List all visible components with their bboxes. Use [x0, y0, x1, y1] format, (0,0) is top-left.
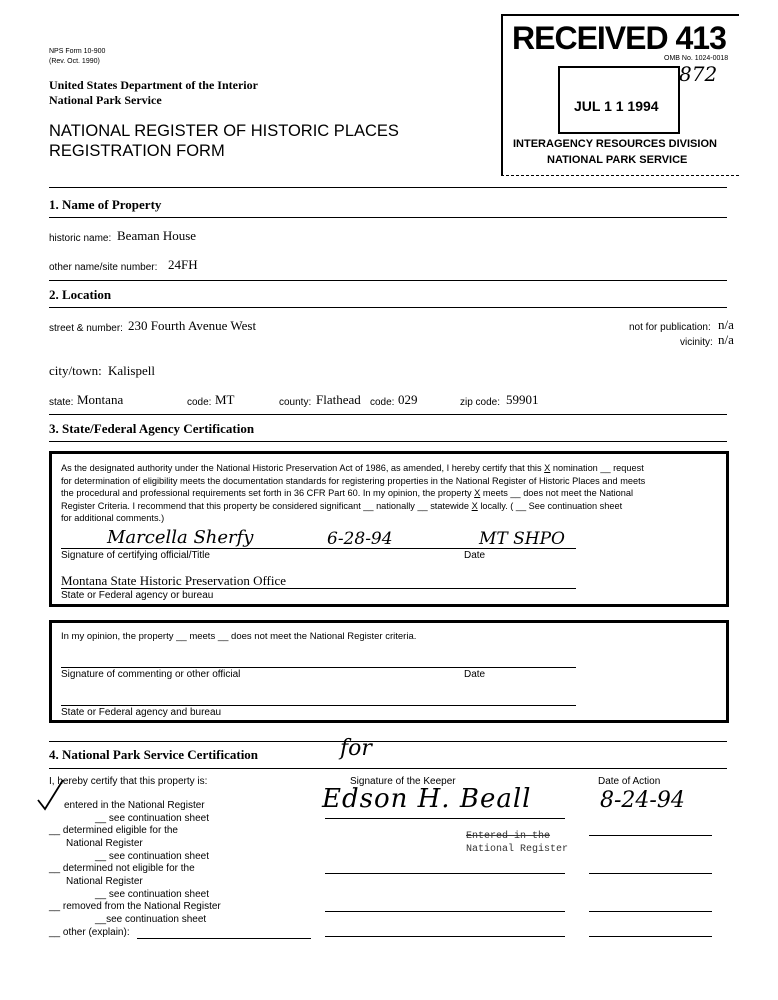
other-explain-line	[137, 938, 311, 939]
option-removed: __ removed from the National Register	[49, 901, 221, 912]
agency-label: State or Federal agency or bureau	[61, 590, 214, 601]
agency-line	[61, 705, 576, 706]
section2-title: 2. Location	[49, 287, 112, 302]
cert-line3-a: the procedural and professional requirements set forth in 36 CFR Part 60. In my opinion, the property	[61, 488, 472, 498]
certification-statement	[61, 462, 721, 525]
not-for-publication-value: n/a	[718, 317, 734, 332]
option-not-eligible: __ determined not eligible for the	[49, 863, 195, 874]
historic-name-label: historic name:	[49, 233, 112, 244]
keeper-label: Signature of the Keeper	[350, 776, 456, 787]
checkmark-icon	[36, 778, 66, 812]
cert-mark-locally: X	[471, 500, 478, 511]
option-entered: entered in the National Register	[64, 800, 205, 811]
date-label: Date	[464, 550, 486, 561]
keeper-line	[325, 936, 565, 937]
section3-title: 3. State/Federal Agency Certification	[49, 421, 255, 436]
action-line	[589, 873, 712, 874]
keeper-line	[325, 873, 565, 874]
opinion-statement: In my opinion, the property __ meets __ does not meet the National Register criteria.	[61, 631, 417, 642]
option-not-eligible-line2: National Register	[66, 876, 143, 887]
form-revision: (Rev. Oct. 1990)	[49, 58, 100, 65]
cert-line4-b: locally. ( __ See continuation sheet	[480, 500, 623, 511]
signature-label: Signature of certifying official/Title	[61, 550, 210, 561]
action-line	[589, 835, 712, 836]
date-of-action-label: Date of Action	[598, 776, 661, 787]
cert-mark-nomination: X	[544, 463, 551, 473]
state-value: Montana	[77, 392, 124, 407]
commenting-date-label: Date	[464, 669, 486, 680]
divider	[49, 741, 727, 742]
street-value: 230 Fourth Avenue West	[128, 318, 257, 333]
certifying-signature: Marcella Sherfy	[107, 527, 254, 548]
divider	[49, 441, 727, 442]
keeper-signature: Edson H. Beall	[322, 784, 532, 814]
historic-name-value: Beaman House	[117, 228, 197, 243]
zip-value: 59901	[506, 392, 539, 407]
cert-line1-b: nomination __ request	[552, 463, 644, 473]
county-code-value: 029	[398, 392, 418, 407]
cert-line2: for determination of eligibility meets the documentation standards for registering properties in the National Register of Historic Places and meets	[61, 475, 646, 486]
divider	[49, 187, 727, 188]
other-name-label: other name/site number:	[49, 262, 158, 273]
signature-line	[61, 667, 576, 668]
divider	[49, 307, 727, 308]
form-title-line2: REGISTRATION FORM	[49, 142, 225, 160]
state-label: state:	[49, 397, 74, 408]
stamp-nps: NATIONAL PARK SERVICE	[547, 154, 688, 166]
zip-label: zip code:	[460, 397, 501, 408]
city-label: city/town:	[49, 363, 102, 378]
stamp-date-box	[558, 66, 680, 134]
certifying-title: MT SHPO	[479, 529, 565, 549]
county-value: Flathead	[316, 392, 361, 407]
stamp-date: JUL 1 1 1994	[574, 98, 659, 114]
commenting-signature-label: Signature of commenting or other official	[61, 669, 241, 680]
for-handwritten: for	[340, 736, 372, 761]
agency-line	[61, 588, 576, 589]
cert-mark-meets: X	[474, 488, 481, 498]
agency-line: National Park Service	[49, 93, 162, 107]
signature-line	[61, 548, 576, 549]
handwritten-number: 872	[679, 62, 718, 86]
comment-box	[49, 620, 729, 723]
option-other: __ other (explain):	[49, 927, 130, 938]
entered-stamp-line2: National Register	[466, 844, 569, 855]
vicinity-label: vicinity:	[680, 337, 713, 348]
state-code-label: code:	[187, 397, 212, 408]
department-line: United States Department of the Interior	[49, 78, 258, 92]
cert-line5: for additional comments.)	[61, 513, 165, 523]
form-number: NPS Form 10-900	[49, 48, 106, 55]
cert-line1-a: As the designated authority under the National Historic Preservation Act of 1986, as amended, I hereby certify that this	[61, 463, 542, 473]
form-title-line1: NATIONAL REGISTER OF HISTORIC PLACES	[49, 122, 399, 140]
entered-stamp-line1: Entered in the	[466, 831, 551, 842]
divider	[49, 280, 727, 281]
option-eligible: __ determined eligible for the	[49, 825, 178, 836]
received-stamp	[501, 14, 739, 176]
received-text: RECEIVED 413	[512, 20, 726, 56]
vicinity-value: n/a	[718, 332, 734, 347]
divider	[49, 768, 727, 769]
cert-line4-a: Register Criteria. I recommend that this property be considered significant __ nationally __ statewide	[61, 500, 470, 511]
option-not-eligible-continuation: __ see continuation sheet	[95, 889, 209, 900]
keeper-line	[325, 818, 565, 819]
city-value: Kalispell	[108, 363, 155, 378]
state-code-value: MT	[215, 392, 235, 407]
divider	[49, 414, 727, 415]
section4-title: 4. National Park Service Certification	[49, 747, 259, 762]
stamp-division: INTERAGENCY RESOURCES DIVISION	[513, 138, 717, 150]
option-eligible-continuation: __ see continuation sheet	[95, 851, 209, 862]
county-label: county:	[279, 397, 312, 408]
keeper-line	[325, 911, 565, 912]
divider	[49, 217, 727, 218]
certifying-date: 6-28-94	[327, 529, 393, 549]
option-entered-continuation: __ see continuation sheet	[95, 813, 209, 824]
action-line	[589, 936, 712, 937]
option-eligible-line2: National Register	[66, 838, 143, 849]
action-line	[589, 911, 712, 912]
section1-title: 1. Name of Property	[49, 197, 162, 212]
date-of-action-value: 8-24-94	[600, 788, 685, 813]
commenting-agency-label: State or Federal agency and bureau	[61, 707, 222, 718]
other-name-value: 24FH	[168, 257, 198, 272]
cert-line3-b: meets __ does not meet the National	[482, 488, 634, 498]
agency-value: Montana State Historic Preservation Office	[61, 573, 287, 588]
omb-number: OMB No. 1024-0018	[664, 55, 729, 62]
certify-statement: I, hereby certify that this property is:	[49, 776, 208, 787]
street-label: street & number:	[49, 323, 123, 334]
county-code-label: code:	[370, 397, 395, 408]
option-removed-continuation: __see continuation sheet	[95, 914, 207, 925]
certification-box	[49, 451, 729, 607]
not-for-publication-label: not for publication:	[629, 322, 711, 333]
